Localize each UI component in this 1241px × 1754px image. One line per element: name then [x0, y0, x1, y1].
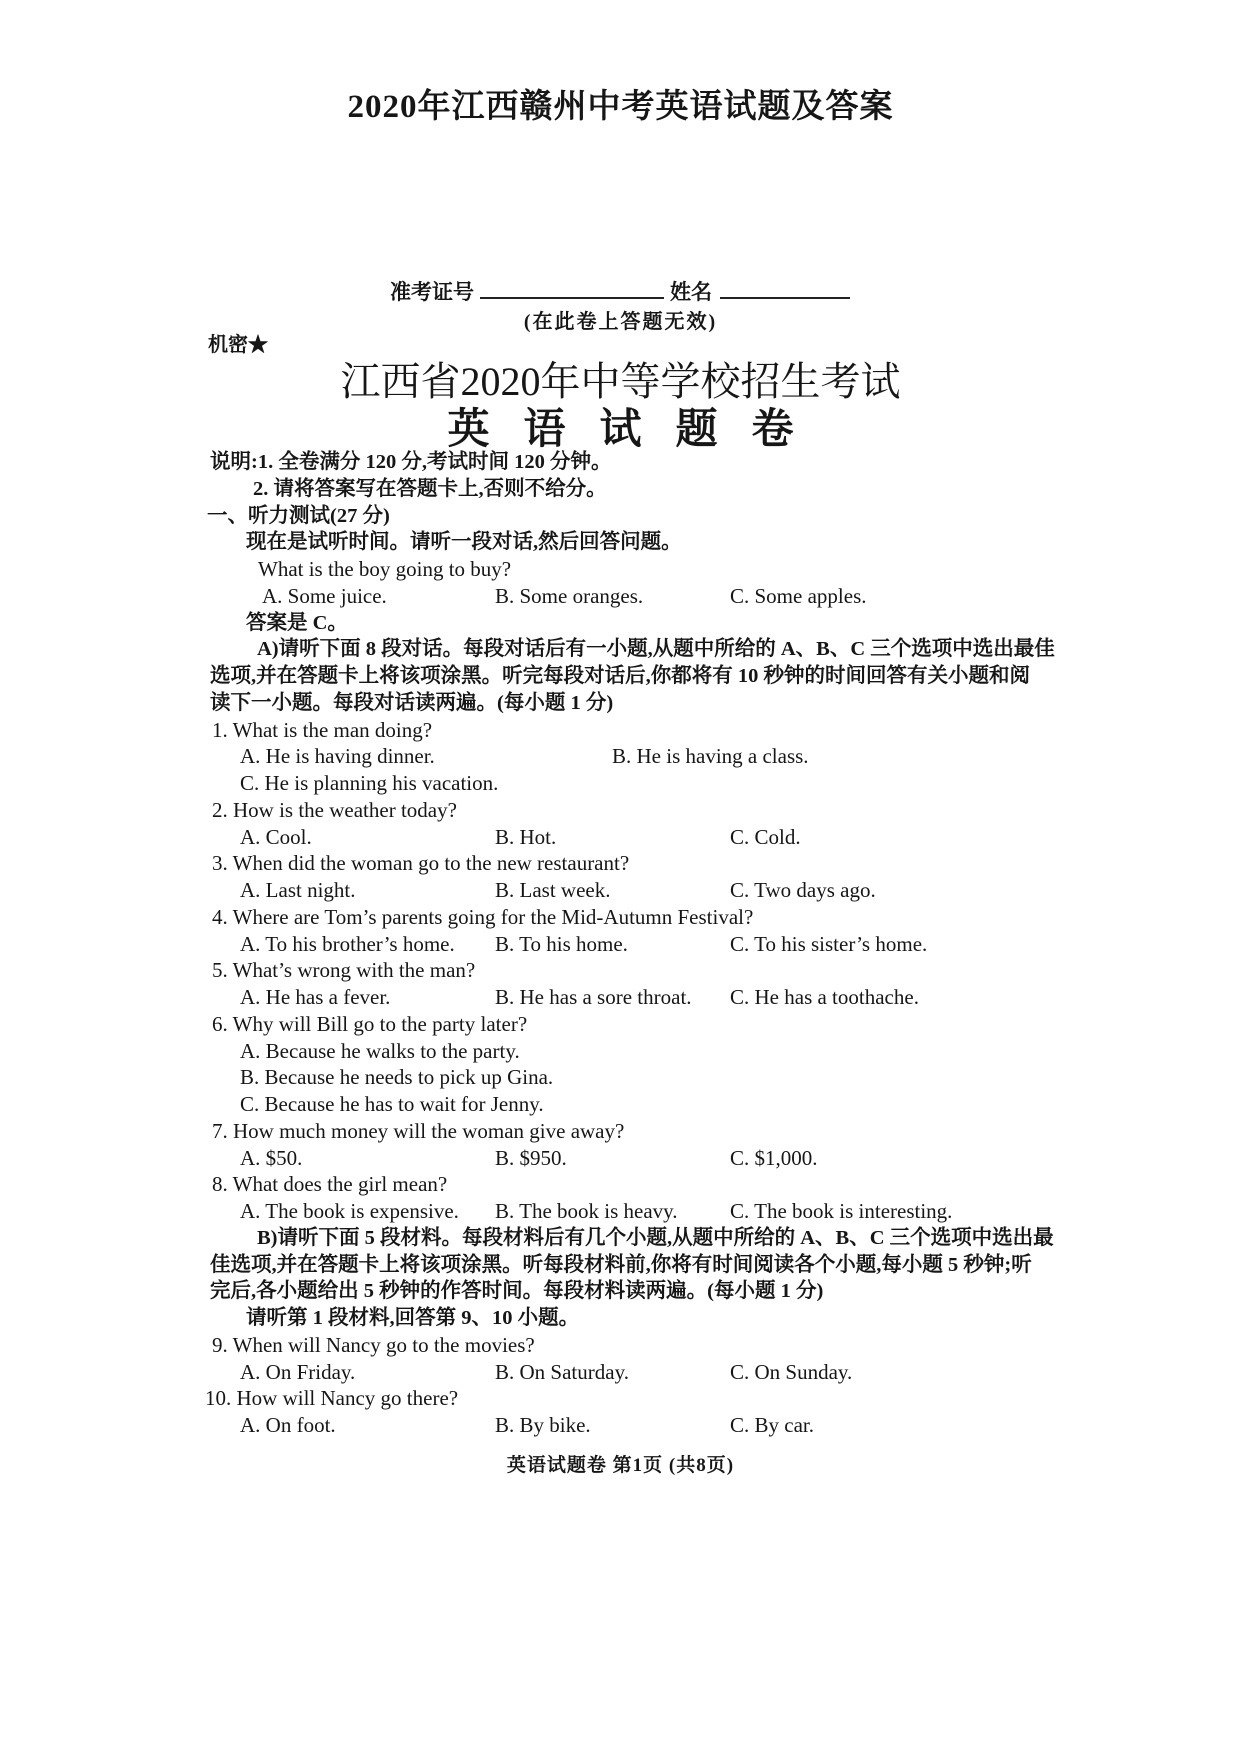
exam-title: 江西省2020年中等学校招生考试	[340, 359, 901, 404]
option-row	[0, 931, 1241, 958]
option-row	[0, 743, 1241, 770]
option: C. He is planning his vacation.	[240, 771, 499, 795]
question-text: 7. How much money will the woman give away?	[212, 1118, 625, 1143]
option: B. Because he needs to pick up Gina.	[240, 1065, 554, 1090]
question-text: 10. How will Nancy go there?	[205, 1386, 459, 1411]
option: B. $950.	[495, 1145, 567, 1170]
option: A. On Friday.	[240, 1359, 356, 1384]
question-text: 9. When will Nancy go to the movies?	[212, 1332, 535, 1357]
question-text: 3. When did the woman go to the new restaurant?	[212, 851, 630, 876]
option: B. To his home.	[495, 931, 628, 956]
option-row	[0, 1412, 1241, 1439]
option-row	[0, 770, 1241, 797]
trial-intro: 现在是试听时间。请听一段对话,然后回答问题。	[246, 531, 682, 554]
part-a-intro-line: 读下一小题。每段对话读两遍。(每小题 1 分)	[210, 691, 614, 714]
option: B. By bike.	[495, 1413, 591, 1437]
question-text: 8. What does the girl mean?	[212, 1172, 448, 1197]
option-row	[0, 1064, 1241, 1091]
option: A. Last night.	[240, 878, 356, 902]
question-text: 2. How is the weather today?	[212, 797, 457, 822]
name-field	[720, 279, 850, 299]
option-row	[0, 1198, 1241, 1225]
option: A. On foot.	[240, 1413, 336, 1437]
name-label: 姓名	[670, 280, 712, 304]
option: C. $1,000.	[730, 1145, 818, 1170]
option-row	[0, 877, 1241, 904]
invalid-answer-note: (在此卷上答题无效)	[523, 311, 718, 333]
option: B. On Saturday.	[495, 1359, 629, 1384]
exam-body	[0, 449, 1241, 1439]
sample-question: What is the boy going to buy?	[258, 557, 512, 581]
question-text: 1. What is the man doing?	[212, 717, 433, 742]
part-b-intro-line: 完后,各小题给出 5 秒钟的作答时间。每段材料读两遍。(每小题 1 分)	[210, 1280, 824, 1303]
document-title: 2020年江西赣州中考英语试题及答案	[347, 89, 894, 125]
option-row	[0, 1038, 1241, 1065]
candidate-info-row	[390, 276, 850, 306]
instruction-line-2: 2. 请将答案写在答题卡上,否则不给分。	[253, 477, 607, 500]
option: B. He has a sore throat.	[495, 985, 692, 1009]
question-text: 5. What’s wrong with the man?	[212, 958, 476, 983]
option: A. He is having dinner.	[240, 744, 435, 769]
option: A. Some juice.	[262, 583, 387, 608]
option: C. By car.	[730, 1413, 814, 1437]
option-row	[0, 1091, 1241, 1118]
option: A. Cool.	[240, 824, 312, 849]
confidential-mark: 机密★	[208, 334, 268, 356]
option: A. He has a fever.	[240, 985, 391, 1009]
question-text: 4. Where are Tom’s parents going for the Mid-Autumn Festival?	[212, 904, 754, 929]
part-a-intro-line: 选项,并在答题卡上将该项涂黑。听完每段对话后,你都将有 10 秒钟的时间回答有关小题和阅	[210, 665, 1030, 687]
option: C. The book is interesting.	[730, 1199, 953, 1223]
option: C. Some apples.	[730, 583, 867, 608]
option-row	[0, 824, 1241, 851]
option: C. Two days ago.	[730, 878, 876, 902]
option: A. Because he walks to the party.	[240, 1038, 520, 1063]
option: B. The book is heavy.	[495, 1199, 678, 1223]
instruction-line-1: 说明:1. 全卷满分 120 分,考试时间 120 分钟。	[210, 451, 612, 473]
sample-answer: 答案是 C。	[246, 611, 348, 634]
paper-title: 英语试题卷	[447, 407, 828, 453]
option: A. The book is expensive.	[240, 1199, 459, 1223]
admission-number-label: 准考证号	[390, 280, 474, 304]
page-footer: 英语试题卷 第1页 (共8页)	[506, 1455, 735, 1476]
option-row	[0, 984, 1241, 1011]
sample-option-row	[0, 583, 1241, 610]
section-title: 一、听力测试(27 分)	[207, 504, 390, 527]
option: B. Last week.	[495, 878, 611, 902]
option: B. He is having a class.	[612, 744, 809, 769]
option-row	[0, 1359, 1241, 1386]
option: C. He has a toothache.	[730, 985, 919, 1009]
option: B. Hot.	[495, 824, 557, 849]
option: B. Some oranges.	[495, 583, 644, 608]
question-text: 6. Why will Bill go to the party later?	[212, 1011, 528, 1036]
admission-number-field	[480, 279, 664, 299]
material-note: 请听第 1 段材料,回答第 9、10 小题。	[246, 1307, 580, 1329]
option-row	[0, 1145, 1241, 1172]
option: C. Cold.	[730, 824, 801, 849]
part-a-intro-line: A)请听下面 8 段对话。每段对话后有一小题,从题中所给的 A、B、C 三个选项中选出最佳	[257, 638, 1055, 661]
part-b-intro-line: 佳选项,并在答题卡上将该项涂黑。听每段材料前,你将有时间阅读各个小题,每小题 5 秒钟;听	[210, 1253, 1032, 1276]
option: A. $50.	[240, 1145, 303, 1170]
option: C. To his sister’s home.	[730, 931, 928, 956]
option: C. On Sunday.	[730, 1359, 853, 1384]
part-b-intro-line: B)请听下面 5 段材料。每段材料后有几个小题,从题中所给的 A、B、C 三个选项中选出最	[257, 1226, 1054, 1249]
option: A. To his brother’s home.	[240, 931, 455, 956]
option: C. Because he has to wait for Jenny.	[240, 1092, 544, 1116]
